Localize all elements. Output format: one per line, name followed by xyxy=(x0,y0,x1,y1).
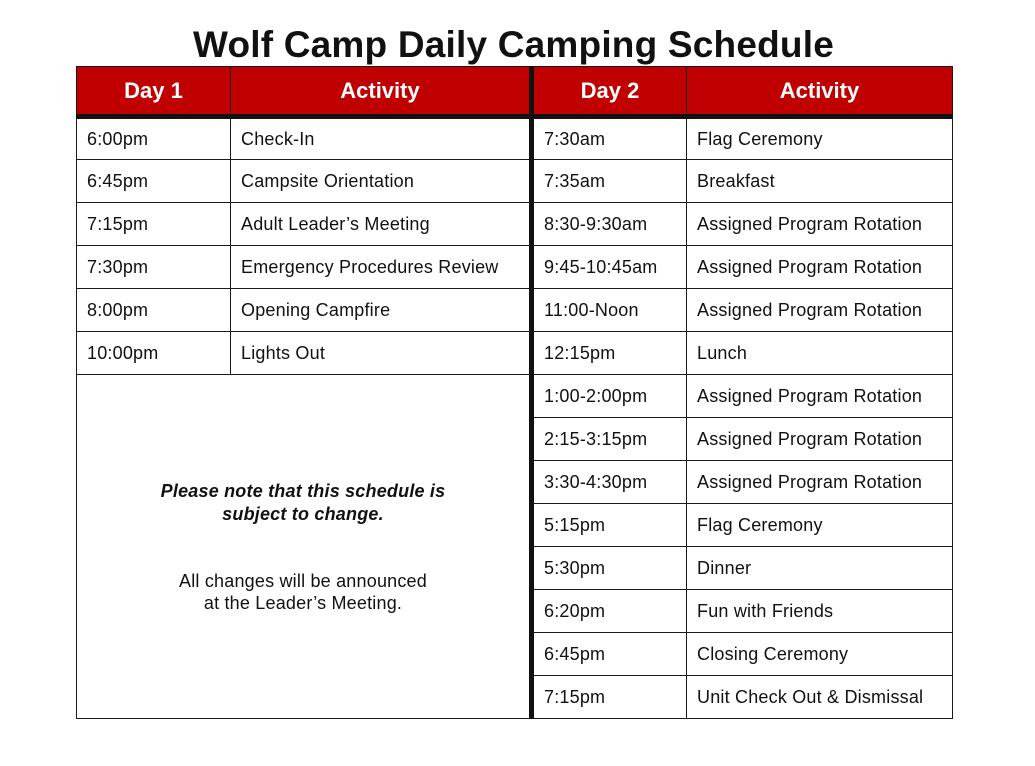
day2-time: 7:35am xyxy=(532,160,687,203)
day1-time: 6:00pm xyxy=(77,117,231,160)
day2-activity: Assigned Program Rotation xyxy=(687,203,953,246)
day2-time: 6:20pm xyxy=(532,590,687,633)
day2-time: 1:00-2:00pm xyxy=(532,375,687,418)
day2-activity: Closing Ceremony xyxy=(687,633,953,676)
day1-time: 6:45pm xyxy=(77,160,231,203)
day1-time: 10:00pm xyxy=(77,332,231,375)
header-activity2: Activity xyxy=(687,67,953,117)
day2-activity: Dinner xyxy=(687,547,953,590)
table-row xyxy=(77,160,953,203)
day2-time: 7:30am xyxy=(532,117,687,160)
day1-activity: Lights Out xyxy=(231,332,532,375)
schedule-note xyxy=(77,375,532,719)
day2-time: 5:15pm xyxy=(532,504,687,547)
header-row xyxy=(77,67,953,117)
change-notice-line1: Please note that this schedule is xyxy=(160,480,446,501)
day2-time: 6:45pm xyxy=(532,633,687,676)
announcement-line1: All changes will be announced xyxy=(179,570,427,591)
day2-activity: Assigned Program Rotation xyxy=(687,375,953,418)
day2-time: 9:45-10:45am xyxy=(532,246,687,289)
day1-activity: Opening Campfire xyxy=(231,289,532,332)
day2-activity: Assigned Program Rotation xyxy=(687,461,953,504)
table-row xyxy=(77,117,953,160)
table-row xyxy=(77,289,953,332)
day1-time: 8:00pm xyxy=(77,289,231,332)
day1-activity: Emergency Procedures Review xyxy=(231,246,532,289)
day2-time: 7:15pm xyxy=(532,676,687,719)
day1-activity: Check-In xyxy=(231,117,532,160)
day2-activity: Assigned Program Rotation xyxy=(687,246,953,289)
day2-time: 2:15-3:15pm xyxy=(532,418,687,461)
day2-activity: Lunch xyxy=(687,332,953,375)
schedule-table xyxy=(76,66,953,719)
day1-time: 7:15pm xyxy=(77,203,231,246)
day1-activity: Adult Leader’s Meeting xyxy=(231,203,532,246)
announcement-note xyxy=(77,570,529,614)
day1-activity: Campsite Orientation xyxy=(231,160,532,203)
day2-activity: Unit Check Out & Dismissal xyxy=(687,676,953,719)
header-day1: Day 1 xyxy=(77,67,231,117)
day2-activity: Assigned Program Rotation xyxy=(687,289,953,332)
day2-activity: Flag Ceremony xyxy=(687,117,953,160)
table-row xyxy=(77,332,953,375)
day2-time: 11:00-Noon xyxy=(532,289,687,332)
header-day2: Day 2 xyxy=(532,67,687,117)
day2-activity: Flag Ceremony xyxy=(687,504,953,547)
announcement-line2: at the Leader’s Meeting. xyxy=(203,592,403,613)
day2-time: 3:30-4:30pm xyxy=(532,461,687,504)
header-activity1: Activity xyxy=(231,67,532,117)
day1-time: 7:30pm xyxy=(77,246,231,289)
table-row xyxy=(77,246,953,289)
page-title: Wolf Camp Daily Camping Schedule xyxy=(193,24,834,65)
change-notice-line2: subject to change. xyxy=(222,503,384,524)
change-notice xyxy=(77,480,529,526)
day2-activity: Breakfast xyxy=(687,160,953,203)
table-row xyxy=(77,203,953,246)
day2-activity: Fun with Friends xyxy=(687,590,953,633)
day2-time: 8:30-9:30am xyxy=(532,203,687,246)
day2-time: 5:30pm xyxy=(532,547,687,590)
day2-time: 12:15pm xyxy=(532,332,687,375)
table-row xyxy=(77,375,953,418)
day2-activity: Assigned Program Rotation xyxy=(687,418,953,461)
